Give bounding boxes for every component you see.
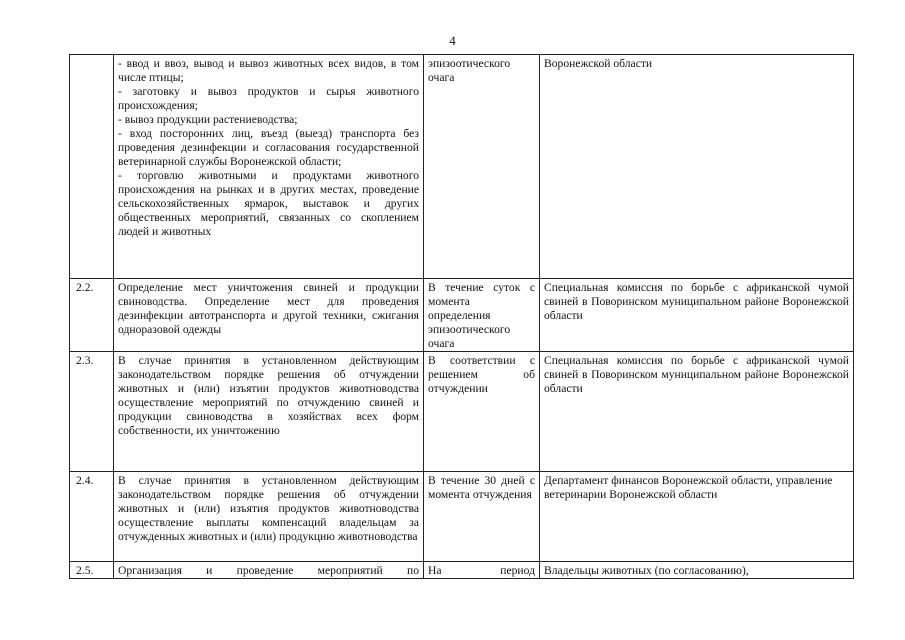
measure-item: - вход посторонних лиц, въезд (выезд) транспорта без проведения дезинфекции и согласования государственной ветеринарной службы Воронежской области;: [118, 127, 419, 168]
responsible-cell: Владельцы животных (по согласованию),: [540, 562, 854, 579]
table-row: [70, 472, 854, 562]
term-cell: В течение 30 дней с момента отчуждения: [424, 472, 540, 562]
table-row: [70, 352, 854, 472]
row-number: 2.4.: [70, 472, 114, 562]
term-cell: На период: [424, 562, 540, 579]
row-number: 2.2.: [70, 279, 114, 352]
measures-table: [69, 54, 854, 579]
measure-item: - вывоз продукции растениеводства;: [118, 113, 298, 126]
table-row: [70, 279, 854, 352]
term-cell: В течение суток с момента определения эпизоотического очага: [424, 279, 540, 352]
row-number: [70, 55, 114, 279]
row-number: 2.5.: [70, 562, 114, 579]
term-cell: В соответствии с решением об отчуждении: [424, 352, 540, 472]
responsible-cell: Департамент финансов Воронежской области, управление ветеринарии Воронежской области: [540, 472, 854, 562]
measure-cell: В случае принятия в установленном действующим законодательством порядке решения об отчуждении животных и (или) изъятия продуктов животноводства осуществление выплаты компенсаций владельцам за отчужденных животных и (или) продукцию животноводства: [114, 472, 424, 562]
measure-item: - заготовку и вывоз продуктов и сырья животного происхождения;: [118, 85, 419, 112]
measure-cell: [114, 55, 424, 279]
responsible-cell: Воронежской области: [540, 55, 854, 279]
responsible-cell: Специальная комиссия по борьбе с африканской чумой свиней в Поворинском муниципальном районе Воронежской области: [540, 279, 854, 352]
page-number: 4: [449, 33, 456, 48]
table-row: [70, 55, 854, 279]
row-number: 2.3.: [70, 352, 114, 472]
measure-cell: Определение мест уничтожения свиней и продукции свиноводства. Определение мест для проведения дезинфекции автотранспорта и другой техники, сжигания одноразовой одежды: [114, 279, 424, 352]
responsible-cell: Специальная комиссия по борьбе с африканской чумой свиней в Поворинском муниципальном районе Воронежской области: [540, 352, 854, 472]
measure-cell: Организация и проведение мероприятий по: [114, 562, 424, 579]
term-cell: эпизоотического очага: [424, 55, 540, 279]
measure-cell: В случае принятия в установленном действующим законодательством порядке решения об отчуждении животных и (или) изъятии продуктов животноводства осуществление мероприятий по отчуждению свиней и продукции свиноводства в хозяйствах всех форм собственности, их уничтожению: [114, 352, 424, 472]
measure-item: - торговлю животными и продуктами животного происхождения на рынках и в других местах, проведение сельскохозяйственных ярмарок, выставок и других общественных мероприятий, связанных со скоплением людей и животных: [118, 169, 419, 238]
measure-item: - ввод и ввоз, вывод и вывоз животных всех видов, в том числе птицы;: [118, 57, 419, 84]
table-row: [70, 562, 854, 579]
